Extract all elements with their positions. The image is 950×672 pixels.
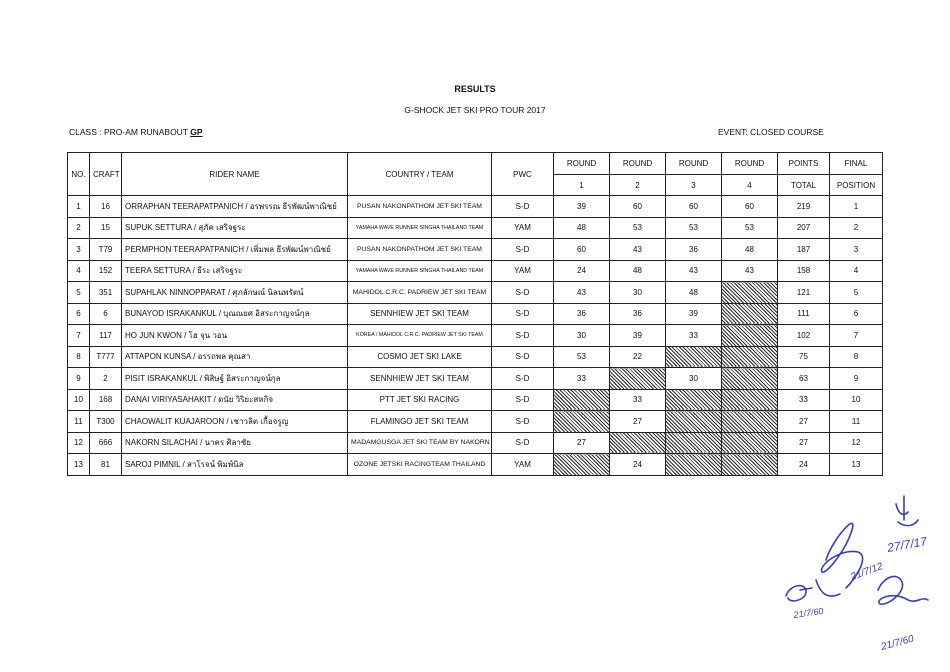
header-round-2: ROUND [610,153,666,175]
row-pwc: YAM [492,260,554,282]
row-craft: 2 [90,368,122,390]
row-no: 11 [68,411,90,433]
row-round-2 [610,368,666,390]
results-table [67,152,883,476]
row-no: 13 [68,454,90,476]
row-round-3: 39 [666,303,722,325]
row-round-1 [554,389,610,411]
row-round-3 [666,432,722,454]
row-round-4: 53 [722,217,778,239]
table-row [68,389,883,411]
row-craft: 6 [90,303,122,325]
table-row [68,454,883,476]
row-round-4 [722,346,778,368]
row-round-4: 48 [722,239,778,261]
table-row [68,260,883,282]
header-rider-name: RIDER NAME [122,153,348,196]
row-rider-name: NAKORN SILACHAI / นาคร ศิลาชัย [122,432,348,454]
row-points-total: 63 [778,368,830,390]
row-round-4 [722,389,778,411]
header-round-1-number: 1 [554,175,610,196]
row-team: FLAMINGO JET SKI TEAM [348,411,492,433]
row-craft: 666 [90,432,122,454]
row-round-1: 48 [554,217,610,239]
row-round-3: 36 [666,239,722,261]
row-points-total: 219 [778,196,830,218]
row-no: 6 [68,303,90,325]
row-round-1: 39 [554,196,610,218]
signature-date-4: 27/7/17 [886,534,928,555]
row-round-2: 27 [610,411,666,433]
row-round-4 [722,303,778,325]
row-no: 12 [68,432,90,454]
row-round-4: 60 [722,196,778,218]
row-no: 3 [68,239,90,261]
row-points-total: 24 [778,454,830,476]
row-points-total: 27 [778,432,830,454]
row-team: PTT JET SKI RACING [348,389,492,411]
row-rider-name: DANAI VIRIYASAHAKIT / ดนัย วิริยะสหกิจ [122,389,348,411]
row-team: YAMAHA WAVE RUNNER SINGHA THAILAND TEAM [348,217,492,239]
row-pwc: S-D [492,346,554,368]
row-pwc: YAM [492,217,554,239]
row-points-total: 102 [778,325,830,347]
row-no: 7 [68,325,90,347]
row-round-1: 53 [554,346,610,368]
table-row [68,282,883,304]
row-round-2 [610,432,666,454]
row-rider-name: ORRAPHAN TEERAPATPANICH / อรพรรณ ธีรพัฒน์พาณิชย์ [122,196,348,218]
row-round-1 [554,411,610,433]
row-round-1: 24 [554,260,610,282]
row-round-4 [722,325,778,347]
header-pwc: PWC [492,153,554,196]
row-team: OZONE JETSKI RACINGTEAM THAILAND [348,454,492,476]
signature-1 [822,523,863,588]
row-points-total: 207 [778,217,830,239]
row-rider-name: SUPUK SETTURA / สุภัค เสริจฐระ [122,217,348,239]
row-round-4 [722,432,778,454]
table-row [68,411,883,433]
row-round-1: 30 [554,325,610,347]
row-craft: T777 [90,346,122,368]
event-label: EVENT: CLOSED COURSE [718,127,824,137]
row-points-total: 158 [778,260,830,282]
row-pwc: S-D [492,239,554,261]
row-pwc: S-D [492,411,554,433]
row-craft: T79 [90,239,122,261]
header-final: FINAL [830,153,883,175]
table-row [68,325,883,347]
row-rider-name: PISIT ISRAKANKUL / พิสิษฐ์ อิสระกาญจน์กุล [122,368,348,390]
row-final-position: 11 [830,411,883,433]
row-round-2: 22 [610,346,666,368]
row-team: SENNHIEW JET SKI TEAM [348,303,492,325]
table-row [68,346,883,368]
row-no: 9 [68,368,90,390]
row-pwc: S-D [492,389,554,411]
row-pwc: S-D [492,368,554,390]
table-row [68,217,883,239]
row-round-3: 30 [666,368,722,390]
row-final-position: 4 [830,260,883,282]
row-team: SENNHIEW JET SKI TEAM [348,368,492,390]
row-pwc: S-D [492,303,554,325]
row-round-2: 30 [610,282,666,304]
signature-2 [786,580,840,601]
row-team: PUSAN NAKONPATHOM JET SKI TEAM [348,196,492,218]
row-pwc: S-D [492,325,554,347]
row-round-2: 36 [610,303,666,325]
header-no: NO. [68,153,90,196]
row-no: 10 [68,389,90,411]
header-points: POINTS [778,153,830,175]
row-no: 1 [68,196,90,218]
row-round-3: 43 [666,260,722,282]
row-craft: 81 [90,454,122,476]
row-team: MADAMGUSGA JET SKI TEAM BY NAKORN [348,432,492,454]
row-pwc: S-D [492,196,554,218]
header-round-1: ROUND [554,153,610,175]
row-round-1: 43 [554,282,610,304]
header-round-3: ROUND [666,153,722,175]
row-round-4 [722,368,778,390]
row-craft: 152 [90,260,122,282]
row-craft: 168 [90,389,122,411]
row-no: 4 [68,260,90,282]
row-round-1: 27 [554,432,610,454]
header-round-2-number: 2 [610,175,666,196]
header-round-4: ROUND [722,153,778,175]
row-final-position: 9 [830,368,883,390]
table-row [68,303,883,325]
row-round-1: 60 [554,239,610,261]
row-final-position: 6 [830,303,883,325]
row-pwc: YAM [492,454,554,476]
signature-4 [896,496,918,526]
row-round-4 [722,454,778,476]
row-round-3: 60 [666,196,722,218]
row-craft: 351 [90,282,122,304]
row-rider-name: HO JUN KWON / โฮ จุน วอน [122,325,348,347]
row-round-1: 33 [554,368,610,390]
row-final-position: 13 [830,454,883,476]
row-round-1 [554,454,610,476]
row-round-2: 43 [610,239,666,261]
row-rider-name: CHAOWALIT KUAJAROON / เชาวลิต เกื้อจรูญ [122,411,348,433]
signature-date-3: 21/7/60 [879,633,916,653]
row-rider-name: SUPAHLAK NINNOPPARAT / ศุภลักษณ์ นิลนพรัตน์ [122,282,348,304]
row-pwc: S-D [492,432,554,454]
row-points-total: 33 [778,389,830,411]
row-round-4: 43 [722,260,778,282]
signature-date-2: 21/7/60 [792,605,825,620]
row-final-position: 7 [830,325,883,347]
row-final-position: 1 [830,196,883,218]
row-rider-name: SAROJ PIMNIL / สาโรจน์ พิมพ์นิล [122,454,348,476]
row-round-4 [722,282,778,304]
row-round-2: 53 [610,217,666,239]
row-rider-name: BUNAYOD ISRAKANKUL / บุณณยศ อิสระกาญจน์กุล [122,303,348,325]
row-rider-name: PERMPHON TEERAPATPANICH / เพิ่มพล ธีรพัฒน์พาณิชย์ [122,239,348,261]
class-gp: GP [190,127,203,137]
row-final-position: 8 [830,346,883,368]
row-round-1: 36 [554,303,610,325]
row-no: 2 [68,217,90,239]
table-row [68,239,883,261]
row-final-position: 2 [830,217,883,239]
row-team: YAMAHA WAVE RUNNER SINGHA THAILAND TEAM [348,260,492,282]
row-rider-name: ATTAPON KUNSA / อรรถพล คุณสา [122,346,348,368]
header-country-team: COUNTRY / TEAM [348,153,492,196]
results-title: RESULTS [454,84,496,94]
table-row [68,196,883,218]
row-points-total: 121 [778,282,830,304]
row-final-position: 10 [830,389,883,411]
row-team: KOREA / MAHIDOL C.R.C. PADRIEW JET SKI TEAM [348,325,492,347]
class-label [69,127,203,137]
row-round-3 [666,389,722,411]
row-craft: T300 [90,411,122,433]
row-round-2: 24 [610,454,666,476]
row-round-3 [666,346,722,368]
row-pwc: S-D [492,282,554,304]
row-team: PUSAN NAKONPATHOM JET SKI TEAM [348,239,492,261]
row-craft: 16 [90,196,122,218]
row-craft: 117 [90,325,122,347]
event-subtitle: G-SHOCK JET SKI PRO TOUR 2017 [404,105,546,115]
row-points-total: 187 [778,239,830,261]
row-team: MAHIDOL C.R.C. PADRIEW JET SKI TEAM [348,282,492,304]
row-round-2: 39 [610,325,666,347]
row-round-3 [666,411,722,433]
header-points-total: TOTAL [778,175,830,196]
row-round-2: 33 [610,389,666,411]
row-points-total: 75 [778,346,830,368]
row-points-total: 27 [778,411,830,433]
row-round-3 [666,454,722,476]
row-round-3: 33 [666,325,722,347]
header-craft: CRAFT [90,153,122,196]
row-final-position: 5 [830,282,883,304]
row-round-2: 48 [610,260,666,282]
class-prefix: CLASS : PRO-AM RUNABOUT [69,127,191,137]
row-final-position: 12 [830,432,883,454]
row-no: 8 [68,346,90,368]
row-round-3: 53 [666,217,722,239]
row-craft: 15 [90,217,122,239]
row-no: 5 [68,282,90,304]
header-round-3-number: 3 [666,175,722,196]
row-points-total: 111 [778,303,830,325]
header-round-4-number: 4 [722,175,778,196]
row-rider-name: TEERA SETTURA / ธีระ เสริจฐระ [122,260,348,282]
row-final-position: 3 [830,239,883,261]
row-round-3: 48 [666,282,722,304]
row-round-2: 60 [610,196,666,218]
table-row [68,432,883,454]
signature-3 [878,576,928,604]
row-team: COSMO JET SKI LAKE [348,346,492,368]
row-round-4 [722,411,778,433]
signature-date-1: 21/7/12 [849,561,885,583]
header-final-position: POSITION [830,175,883,196]
table-row [68,368,883,390]
